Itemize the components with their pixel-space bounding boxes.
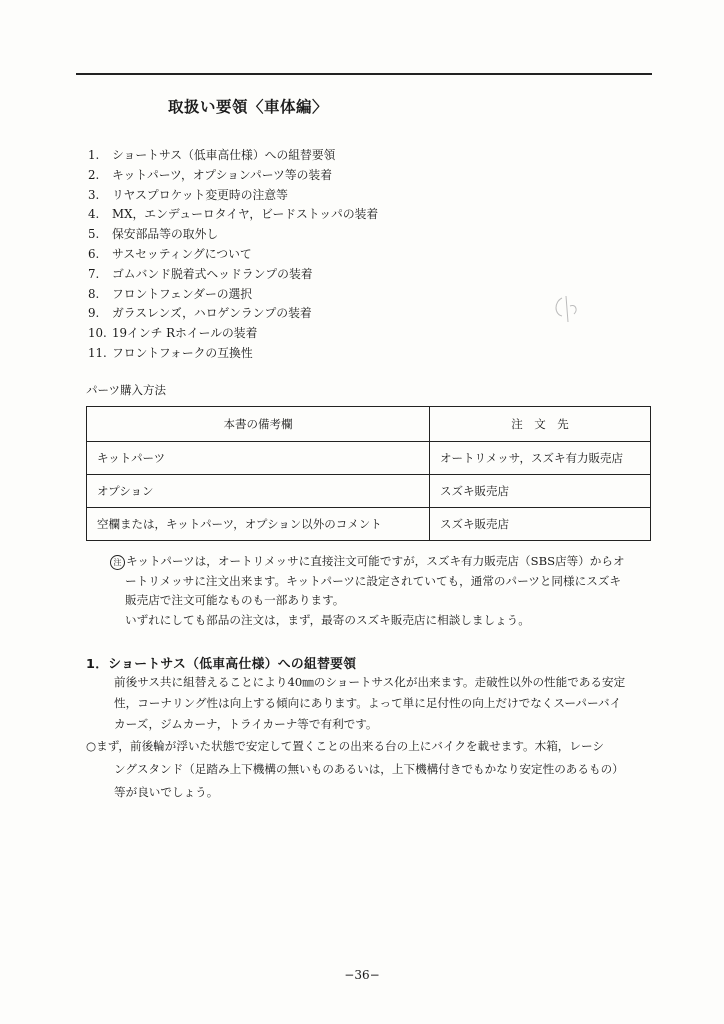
toc-item — [88, 285, 378, 305]
toc-number: 9. — [88, 306, 100, 321]
toc-text: ガラスレンズ，ハロゲンランプの装着 — [112, 306, 312, 321]
bullet-text: まず，前後輪が浮いた状態で安定して置くことの出来る台の上にバイクを載せます。木箱，レーシ — [96, 739, 604, 753]
toc-text: フロントフォークの互換性 — [112, 345, 253, 360]
note-block — [110, 552, 655, 631]
toc-number: 11. — [88, 345, 107, 360]
toc-item — [88, 304, 378, 324]
bullet-line — [86, 735, 658, 758]
note-text: キットパーツは，オートリメッサに直接注文可能ですが，スズキ有力販売店（SBS店等）からオ — [126, 554, 625, 568]
table-row — [87, 475, 651, 508]
toc-number: 7. — [88, 266, 100, 281]
note-line — [110, 552, 655, 572]
toc-item — [88, 205, 378, 225]
toc-number: 8. — [88, 286, 100, 301]
toc-text: MX，エンデューロタイヤ，ビードストッパの装着 — [112, 207, 379, 222]
toc-number: 4. — [88, 207, 100, 222]
column-header: 注 文 先 — [430, 407, 651, 442]
body-line: カーズ，ジムカーナ，トライカーナ等で有利です。 — [114, 717, 378, 731]
toc-item — [88, 265, 378, 285]
table-cell: 空欄または，キットパーツ，オプション以外のコメント — [87, 508, 430, 541]
table-cell: キットパーツ — [87, 442, 430, 475]
toc-number: 1. — [88, 148, 100, 162]
bullet-line: 等が良いでしょう。 — [114, 785, 219, 799]
bullet-icon: ○ — [86, 739, 97, 753]
note-mark-icon: 注 — [110, 555, 125, 570]
toc-item — [88, 166, 378, 186]
purchase-heading: パーツ購入方法 — [86, 383, 167, 397]
note-line: ートリメッサに注文出来ます。キットパーツに設定されていても，通常のパーツと同様にスズキ — [125, 573, 621, 588]
top-rule — [76, 73, 652, 75]
toc-text: リヤスプロケット変更時の注意等 — [112, 187, 288, 202]
toc-text: ショートサス（低車高仕様）への組替要領 — [112, 148, 336, 162]
table-of-contents — [88, 146, 378, 364]
section-body — [114, 672, 656, 735]
purchase-table — [86, 406, 651, 541]
toc-text: サスセッティングについて — [112, 246, 252, 261]
table-row — [87, 508, 651, 541]
bullet-paragraph — [86, 735, 658, 804]
toc-text: ゴムバンド脱着式ヘッドランプの装着 — [112, 266, 313, 281]
note-line: いずれにしても部品の注文は，まず，最寄のスズキ販売店に相談しましょう。 — [125, 613, 530, 628]
toc-item — [88, 186, 378, 206]
toc-item — [88, 344, 378, 364]
toc-item — [88, 225, 378, 245]
table-header-row — [87, 407, 651, 442]
table-row — [87, 442, 651, 475]
toc-text: キットパーツ，オプションパーツ等の装着 — [112, 167, 333, 182]
table-cell: スズキ販売店 — [430, 508, 651, 541]
page-title: 取扱い要領〈車体編〉 — [168, 98, 329, 116]
page-number: −36− — [344, 968, 380, 982]
body-line: 前後サス共に組替えることにより40㎜のショートサス化が出来ます。走破性以外の性能である安定 — [114, 675, 626, 689]
toc-text: フロントフェンダーの選択 — [112, 286, 253, 301]
toc-item — [88, 324, 378, 344]
table-cell: オートリメッサ，スズキ有力販売店 — [430, 442, 651, 475]
toc-number: 2. — [88, 167, 100, 182]
bullet-line: ングスタンド（足踏み上下機構の無いものあるいは，上下機構付きでもかなり安定性のあるもの） — [114, 762, 624, 776]
note-line: 販売店で注文可能なものも一部あります。 — [125, 593, 345, 608]
table-cell: スズキ販売店 — [430, 475, 651, 508]
toc-text: 19インチ Rホイールの装着 — [112, 326, 258, 341]
column-header: 本書の備考欄 — [87, 407, 430, 442]
toc-item — [88, 146, 378, 166]
section-heading: 1．ショートサス（低車高仕様）への組替要領 — [86, 657, 357, 672]
toc-item — [88, 245, 378, 265]
toc-number: 6. — [88, 246, 100, 261]
body-line: 性，コーナリング性は向上する傾向にあります。よって単に足付性の向上だけでなくスーパーバイ — [114, 696, 622, 710]
toc-number: 10. — [88, 326, 107, 341]
toc-number: 5. — [88, 227, 100, 242]
toc-text: 保安部品等の取外し — [112, 227, 219, 242]
toc-number: 3. — [88, 187, 100, 202]
table-cell: オプション — [87, 475, 430, 508]
pencil-mark — [548, 292, 588, 328]
